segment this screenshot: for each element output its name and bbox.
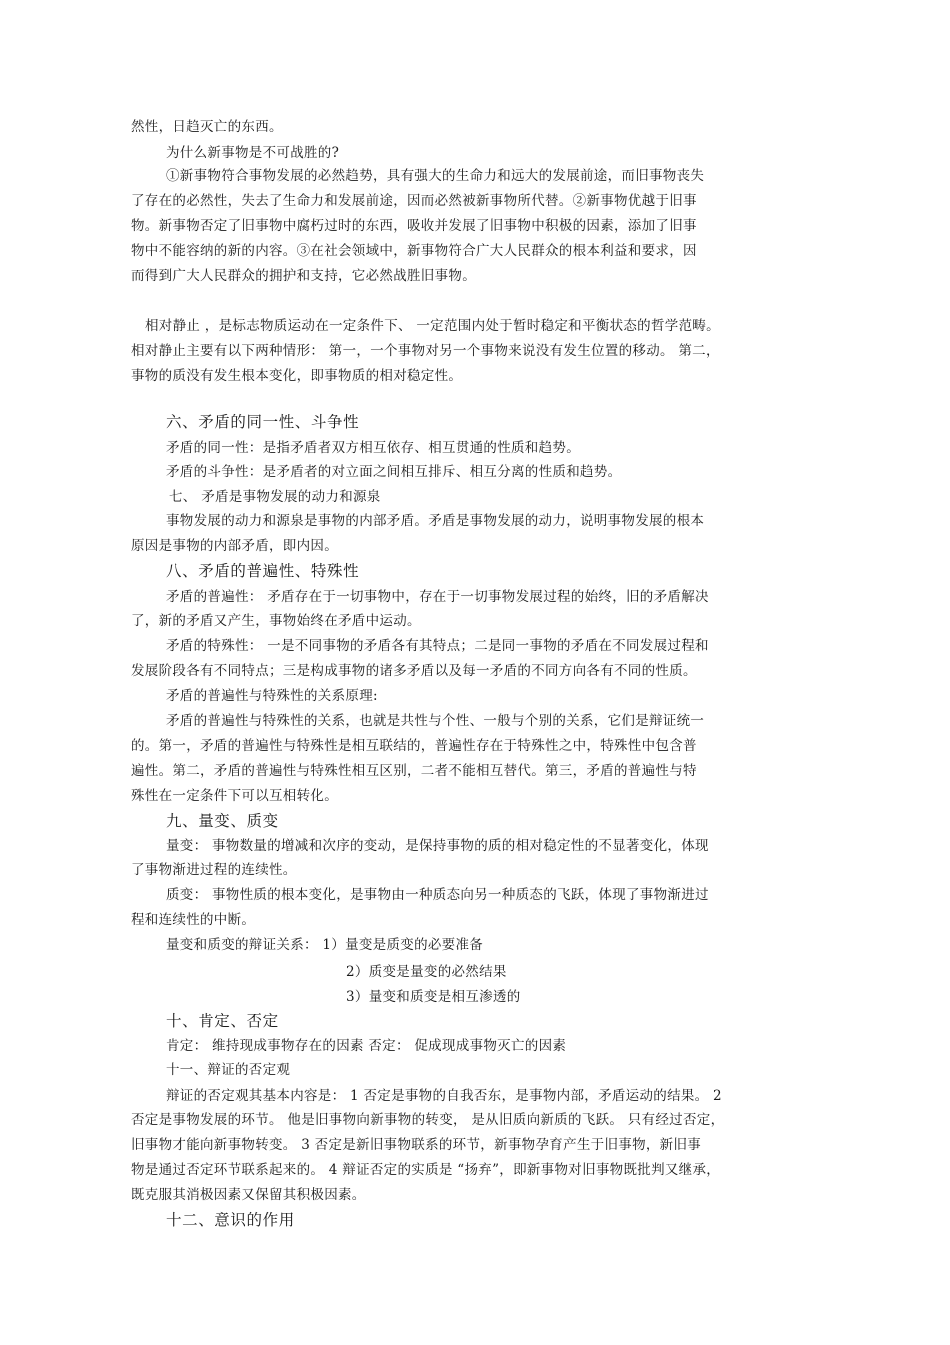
list-item: 2）质变是量变的必然结果 bbox=[346, 964, 507, 980]
paragraph-line: 事物的质没有发生根本变化，即事物质的相对稳定性。 bbox=[131, 368, 463, 384]
paragraph-line: 发展阶段各有不同特点；三是构成事物的诸多矛盾以及每一矛盾的不同方向各有不同的性质。 bbox=[131, 663, 697, 679]
paragraph-line: 量变和质变的辩证关系： 1）量变是质变的必要准备 bbox=[166, 937, 484, 953]
paragraph-line: 原因是事物的内部矛盾，即内因。 bbox=[131, 538, 338, 554]
paragraph-line: 相对静止 ，是标志物质运动在一定条件下、 一定范围内处于暂时稳定和平衡状态的哲学范畴。 bbox=[145, 318, 720, 334]
paragraph-line: 物。新事物否定了旧事物中腐朽过时的东西，吸收并发展了旧事物中积极的因素，添加了旧事 bbox=[131, 218, 697, 234]
paragraph-line: 的。第一，矛盾的普遍性与特殊性是相互联结的，普遍性存在于特殊性之中，特殊性中包含普 bbox=[131, 738, 697, 754]
section-heading: 八、矛盾的普遍性、特殊性 bbox=[166, 562, 360, 580]
paragraph-line: 辩证的否定观其基本内容是： 1 否定是事物的自我否东，是事物内部，矛盾运动的结果。 2 bbox=[166, 1088, 722, 1104]
paragraph-line: 遍性。第二，矛盾的普遍性与特殊性相互区别，二者不能相互替代。第三，矛盾的普遍性与特 bbox=[131, 763, 697, 779]
paragraph-line: 矛盾的斗争性：是矛盾者的对立面之间相互排斥、相互分离的性质和趋势。 bbox=[166, 464, 622, 480]
question-line: 为什么新事物是不可战胜的? bbox=[166, 145, 340, 161]
paragraph-line: 矛盾的普遍性： 矛盾存在于一切事物中，存在于一切事物发展过程的始终，旧的矛盾解决 bbox=[166, 589, 709, 605]
paragraph-line: 质变： 事物性质的根本变化，是事物由一种质态向另一种质态的飞跃，体现了事物渐进过 bbox=[166, 887, 709, 903]
paragraph-line: 而得到广大人民群众的拥护和支持，它必然战胜旧事物。 bbox=[131, 268, 476, 284]
paragraph-line: 否定是事物发展的环节。 他是旧事物向新事物的转变， 是从旧质向新质的飞跃。 只有经过否定， bbox=[131, 1112, 725, 1128]
paragraph-line: 事物发展的动力和源泉是事物的内部矛盾。矛盾是事物发展的动力，说明事物发展的根本 bbox=[166, 513, 705, 529]
section-heading: 七、 矛盾是事物发展的动力和源泉 bbox=[169, 489, 381, 505]
paragraph-line: 然性，日趋灭亡的东西。 bbox=[131, 119, 283, 135]
paragraph-line: 物中不能容纳的新的内容。③在社会领域中，新事物符合广大人民群众的根本利益和要求，因 bbox=[131, 243, 697, 259]
paragraph-line: 物是通过否定环节联系起来的。 4 辩证否定的实质是 “扬弃”，即新事物对旧事物既批判又继承， bbox=[131, 1162, 721, 1178]
paragraph-line: 殊性在一定条件下可以互相转化。 bbox=[131, 788, 338, 804]
section-heading: 九、量变、质变 bbox=[166, 812, 279, 830]
paragraph-line: 肯定： 维持现成事物存在的因素 否定： 促成现成事物灭亡的因素 bbox=[166, 1038, 567, 1054]
paragraph-line: 矛盾的同一性：是指矛盾者双方相互依存、相互贯通的性质和趋势。 bbox=[166, 440, 580, 456]
section-heading: 十、肯定、否定 bbox=[166, 1012, 279, 1030]
paragraph-line: 了存在的必然性，失去了生命力和发展前途，因而必然被新事物所代替。②新事物优越于旧事 bbox=[131, 193, 697, 209]
section-heading: 十二、意识的作用 bbox=[166, 1211, 295, 1229]
paragraph-line: 既克服其消极因素又保留其积极因素。 bbox=[131, 1187, 366, 1203]
paragraph-line: 量变： 事物数量的增减和次序的变动，是保持事物的质的相对稳定性的不显著变化，体现 bbox=[166, 838, 709, 854]
paragraph-line: ①新事物符合事物发展的必然趋势，具有强大的生命力和远大的发展前途，而旧事物丧失 bbox=[166, 168, 705, 184]
paragraph-line: 相对静止主要有以下两种情形： 第一，一个事物对另一个事物来说没有发生位置的移动。 第二， bbox=[131, 343, 720, 359]
paragraph-line: 程和连续性的中断。 bbox=[131, 912, 256, 928]
paragraph-line: 矛盾的普遍性与特殊性的关系，也就是共性与个性、一般与个别的关系，它们是辩证统一 bbox=[166, 713, 705, 729]
section-heading: 十一、辩证的否定观 bbox=[166, 1062, 291, 1078]
list-item: 3）量变和质变是相互渗透的 bbox=[346, 989, 521, 1005]
paragraph-line: 矛盾的普遍性与特殊性的关系原理: bbox=[166, 688, 378, 704]
paragraph-line: 了事物渐进过程的连续性。 bbox=[131, 862, 297, 878]
paragraph-line: 了，新的矛盾又产生，事物始终在矛盾中运动。 bbox=[131, 613, 421, 629]
section-heading: 六、矛盾的同一性、斗争性 bbox=[166, 413, 360, 431]
paragraph-line: 旧事物才能向新事物转变。 3 否定是新旧事物联系的环节，新事物孕育产生于旧事物，新旧事 bbox=[131, 1137, 702, 1153]
paragraph-line: 矛盾的特殊性： 一是不同事物的矛盾各有其特点；二是同一事物的矛盾在不同发展过程和 bbox=[166, 638, 709, 654]
